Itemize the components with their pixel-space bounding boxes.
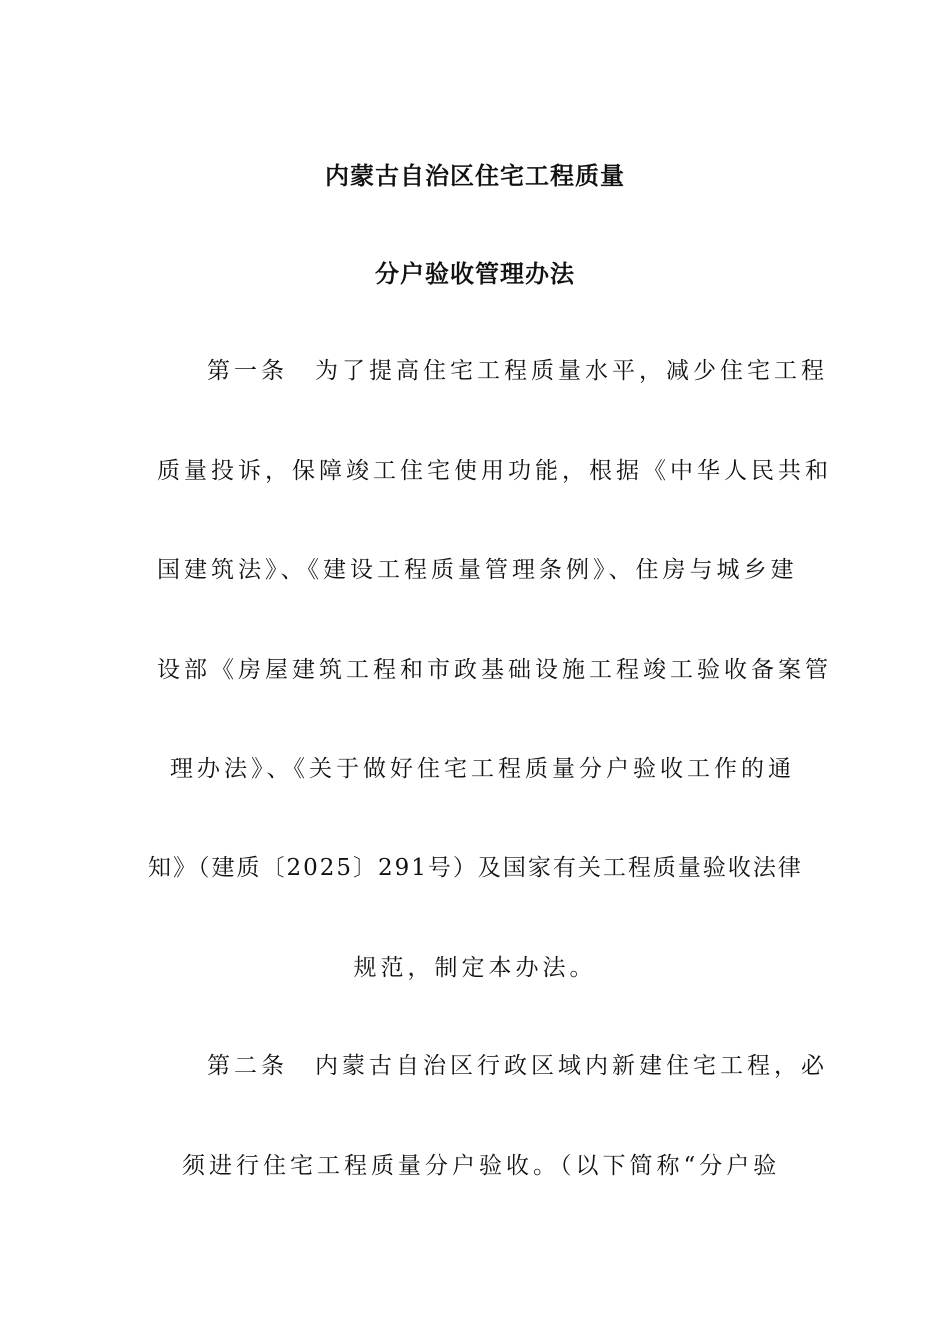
article-2-line-2: 须进行住宅工程质量分户验收。（以下简称“分户验	[182, 1153, 781, 1179]
document-title-line-1: 内蒙古自治区住宅工程质量	[325, 161, 625, 190]
article-1-line-2: 质量投诉，保障竣工住宅使用功能，根据《中华人民共和	[157, 458, 832, 484]
article-1-line-6: 知》（建质〔2025〕291号）及国家有关工程质量验收法律	[148, 855, 803, 881]
article-1-line-1: 第一条 为了提高住宅工程质量水平，减少住宅工程	[207, 358, 828, 384]
article-1-line-7: 规范，制定本办法。	[353, 955, 597, 981]
article-1-line-5: 理办法》、《关于做好住宅工程质量分户验收工作的通	[170, 756, 795, 782]
article-1-line-4: 设部《房屋建筑工程和市政基础设施工程竣工验收备案管	[157, 657, 832, 683]
article-1-line-3: 国建筑法》、《建设工程质量管理条例》、住房与城乡建	[157, 557, 798, 583]
article-2-line-1: 第二条 内蒙古自治区行政区域内新建住宅工程，必	[207, 1053, 828, 1079]
document-title-line-2: 分户验收管理办法	[375, 259, 575, 288]
